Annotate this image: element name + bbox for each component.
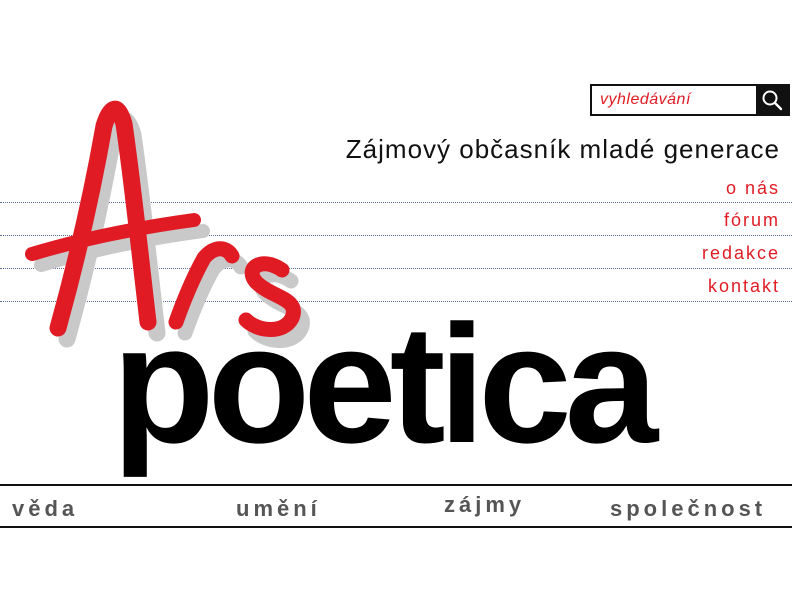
nav-link-kontakt[interactable]: kontakt xyxy=(707,276,780,296)
nav-link-o-nas[interactable]: o nás xyxy=(725,178,780,198)
nav-link-redakce[interactable]: redakce xyxy=(701,243,780,263)
tagline: Zájmový občasník mladé generace xyxy=(345,134,780,164)
category-zajmy[interactable]: zájmy xyxy=(444,492,526,517)
search-box xyxy=(590,84,790,116)
category-umeni[interactable]: umění xyxy=(236,496,321,521)
logo-poetica: poetica xyxy=(112,290,652,478)
nav-link-forum[interactable]: fórum xyxy=(723,210,780,230)
category-bar-top-line xyxy=(0,484,792,486)
search-input[interactable] xyxy=(592,86,756,114)
search-icon xyxy=(761,89,783,111)
category-spolecnost[interactable]: společnost xyxy=(610,496,767,521)
category-veda[interactable]: věda xyxy=(12,496,79,521)
search-button[interactable] xyxy=(756,86,788,114)
category-bar-bottom-line xyxy=(0,526,792,528)
